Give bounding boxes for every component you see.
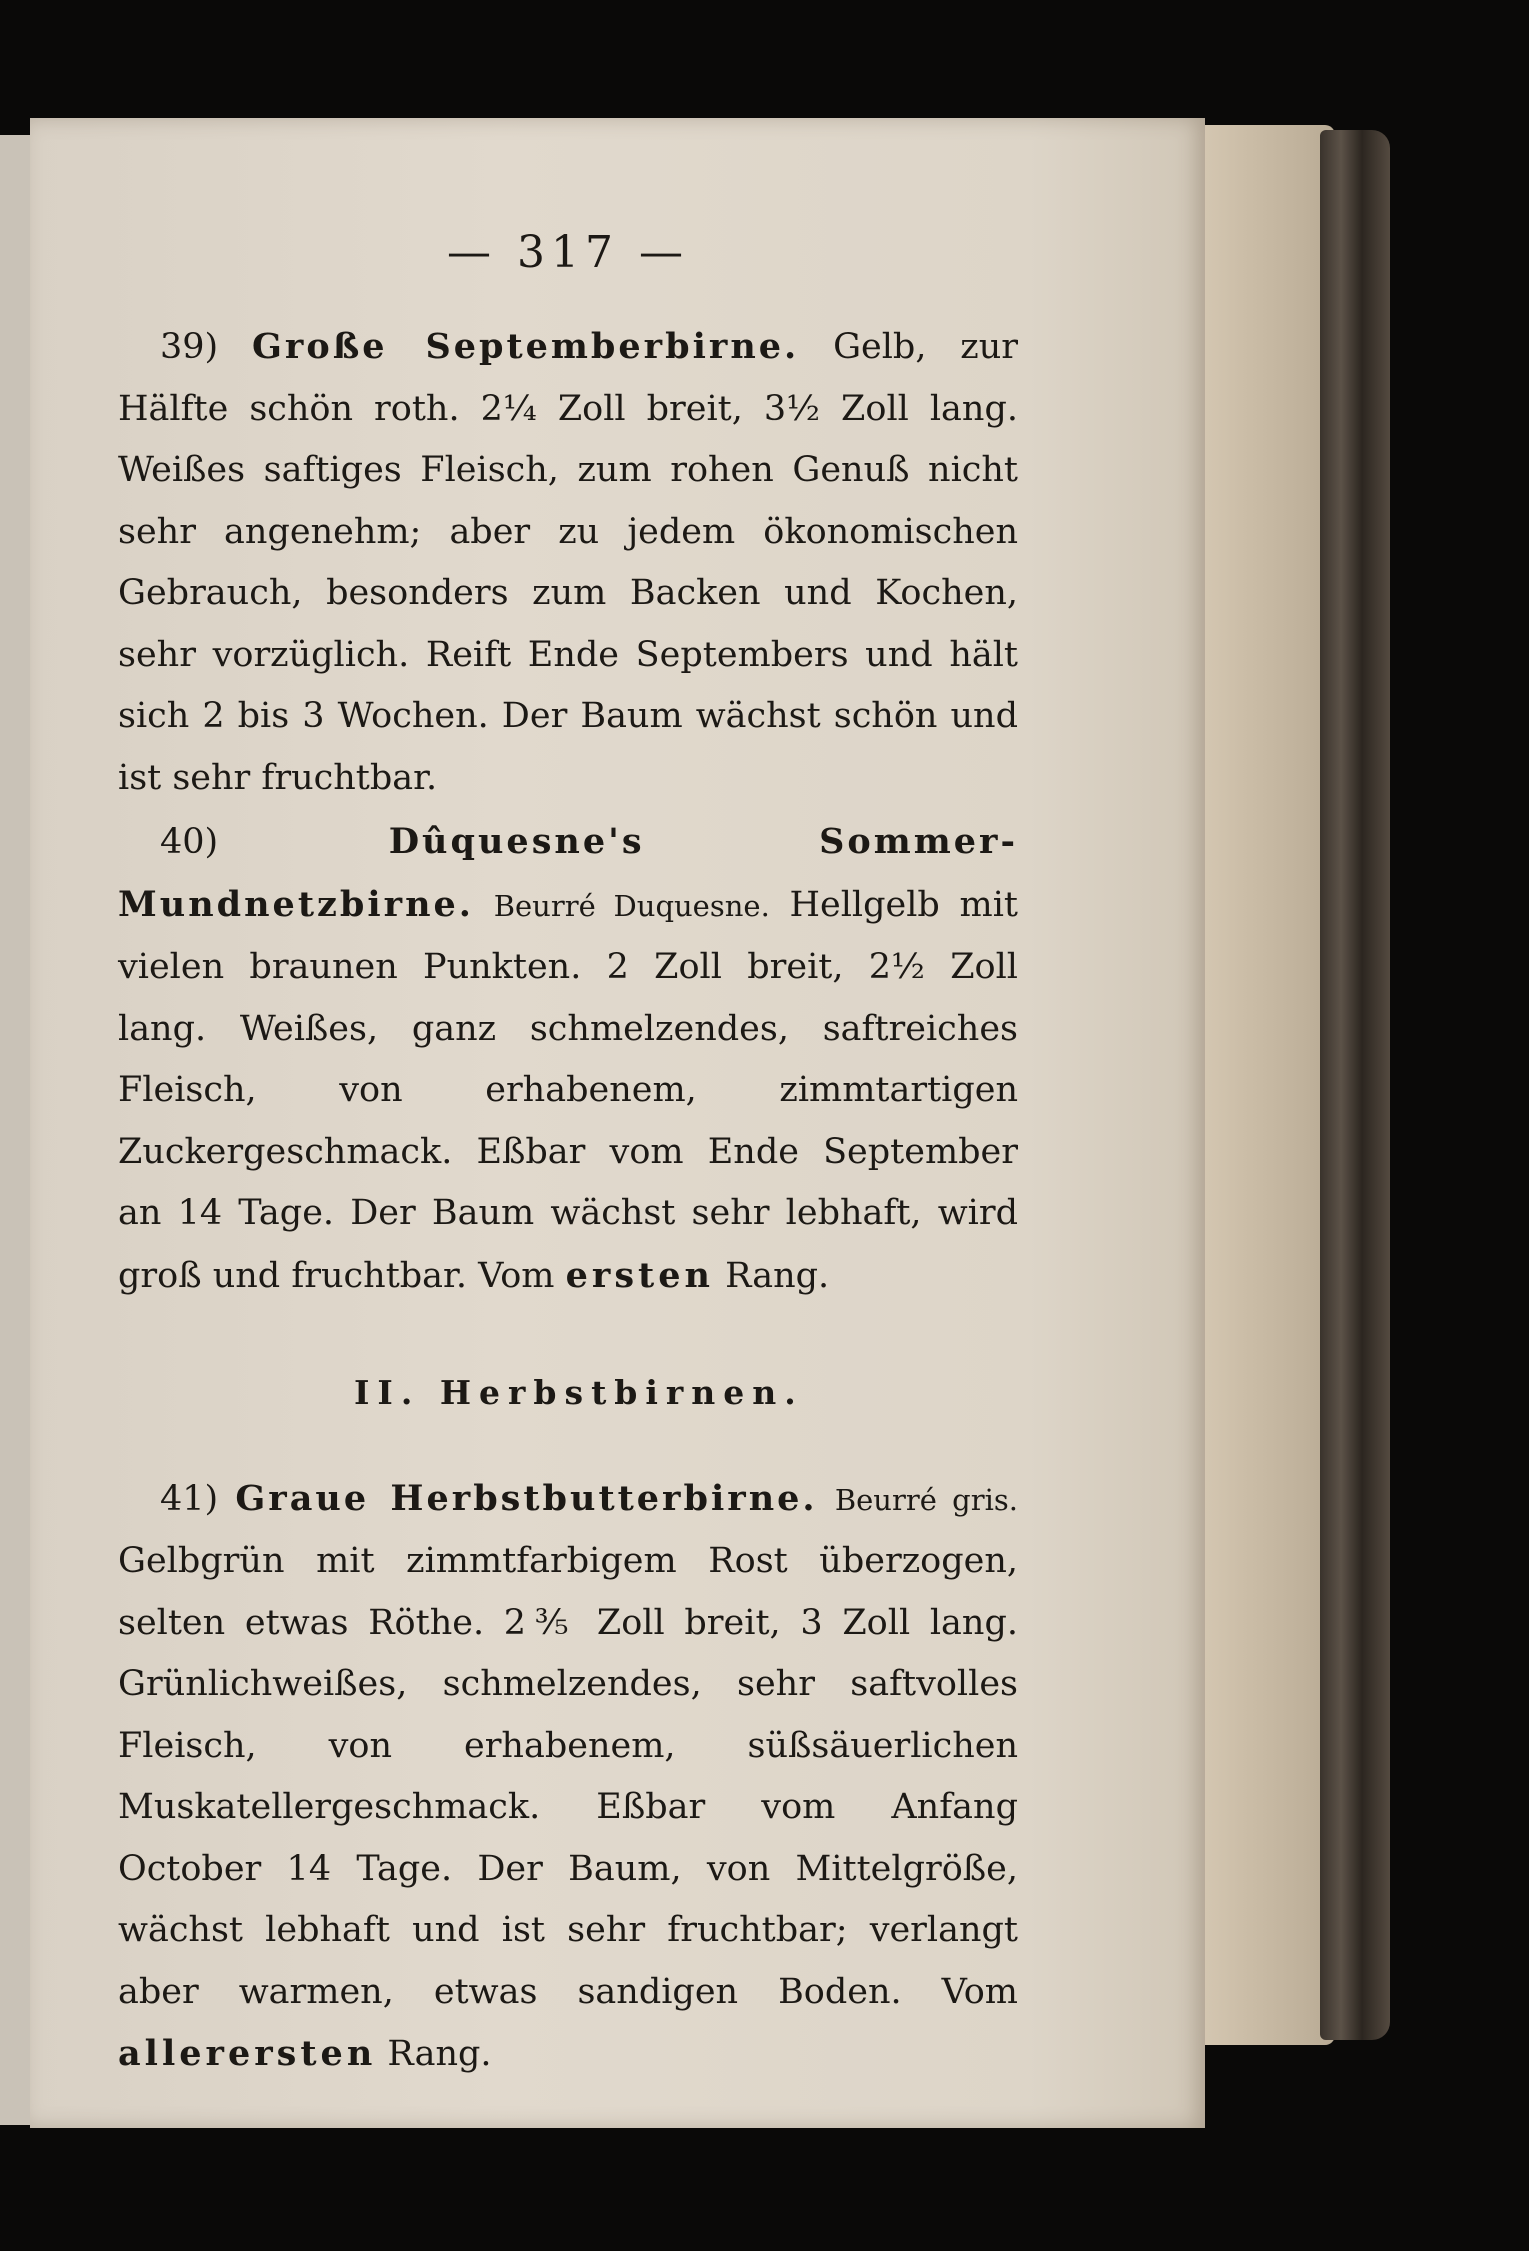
entry-body: Gelbgrün mit zimmtfarbigem Rost überzogen, selten etwas Röthe. 2⅗ Zoll breit, 3 Zoll lang. Grünlichweißes, schmelzendes, sehr saftvolles Fleisch, von erhabenem, süßsäuerlichen Muskatellergeschmack. Eßbar vom Anfang October 14 Tage. Der Baum, von Mittelgröße, wächst lebhaft und ist sehr fruchtbar; verlangt aber warmen, etwas sandigen Boden. Vom xyxy=(118,1541,1018,2012)
book-page xyxy=(30,118,1205,2128)
previous-page-edge xyxy=(0,135,32,2125)
book-cover-edge xyxy=(1320,130,1390,2040)
entry-number: 39) xyxy=(160,327,219,367)
entry-39 xyxy=(118,316,1018,809)
entry-title: Dûquesne's Sommer-Mundnetzbirne. xyxy=(118,821,1018,925)
entry-body: Hellgelb mit vielen braunen Punkten. 2 Zoll breit, 2½ Zoll lang. Weißes, ganz schmelzendes, saftreiches Fleisch, von erhabenem, zimmtartigen Zuckergeschmack. Eßbar vom Ende September an 14 Tage. Der Baum wächst sehr lebhaft, wird groß und fruchtbar. Vom xyxy=(118,884,1018,1296)
entry-french-name: Beurré Duquesne. xyxy=(493,888,770,923)
section-heading: II. Herbstbirnen. xyxy=(354,1373,804,1412)
entry-body: Gelb, zur Hälfte schön roth. 2¼ Zoll breit, 3½ Zoll lang. Weißes saftiges Fleisch, zum rohen Genuß nicht sehr angenehm; aber zu jedem ökonomischen Gebrauch, besonders zum Backen und Kochen, sehr vorzüglich. Reift Ende Septembers und hält sich 2 bis 3 Wochen. Der Baum wächst schön und ist sehr fruchtbar. xyxy=(118,327,1018,798)
entry-title: Graue Herbstbutterbirne. xyxy=(235,1477,818,1519)
entry-rank: ersten xyxy=(565,1254,714,1296)
entry-number: 40) xyxy=(160,822,219,862)
entry-rank-end: Rang. xyxy=(387,2034,492,2074)
entry-rank: allerersten xyxy=(118,2033,377,2074)
entry-title: Große Septemberbirne. xyxy=(252,326,800,367)
book-fore-edge xyxy=(1185,125,1335,2045)
entry-40 xyxy=(118,811,1018,1307)
entry-rank-end: Rang. xyxy=(725,1255,830,1296)
entry-41 xyxy=(118,1468,1018,2086)
page-number: — 317 — xyxy=(447,227,689,278)
entry-french-name: Beurré gris. xyxy=(834,1482,1018,1517)
entry-number: 41) xyxy=(160,1478,219,1519)
page-text xyxy=(118,218,1018,2086)
